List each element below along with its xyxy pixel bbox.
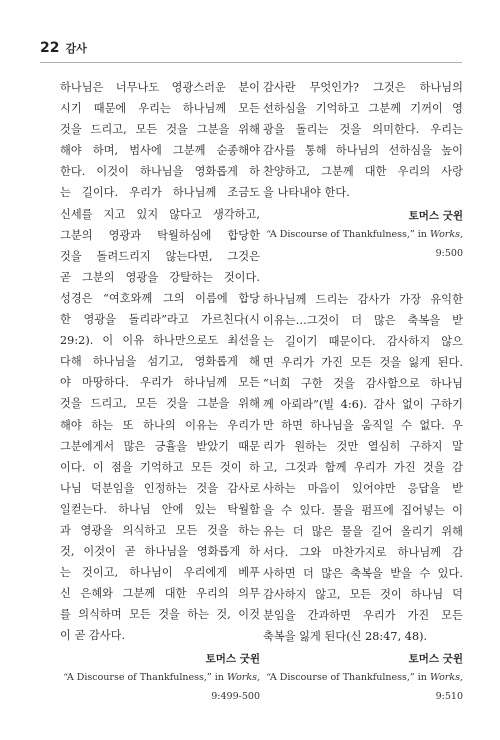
quote-separator <box>263 263 463 289</box>
source-pages: 9:499-500 <box>211 690 260 702</box>
text-line: 그분에게서 많은 긍휼을 받았기 때문 <box>60 439 260 453</box>
text-line: 신세를 지고 있지 않다고 생각하고, <box>60 207 260 221</box>
text-line: 이 곧 감사다. <box>60 629 126 643</box>
text-line: 을 수 있다. 물을 펌프에 집어넣는 이 <box>263 503 463 517</box>
text-line: 감사란 무엇인가? 그것은 하나님의 <box>263 81 463 94</box>
quote-author: 토머스 굿윈 <box>205 652 260 665</box>
text-line: 것, 이것이 곧 하나님을 영화롭게 하 <box>60 545 260 559</box>
source-work: Works, <box>226 671 260 683</box>
text-line: 일컫는다. 하나님 안에 있는 탁월함 <box>60 502 260 516</box>
text-line: 는 것이고, 하나님이 우리에게 베푸 <box>60 566 260 580</box>
quote-source <box>263 225 463 244</box>
text-line: 사하는 마음이 있어야만 응답을 받 <box>263 482 463 496</box>
text-line: 이유는…그것이 더 많은 축복을 받 <box>263 313 463 327</box>
text-line: 찬양하고, 그분께 대한 우리의 사랑 <box>263 165 463 179</box>
text-line: 광을 돌리는 것을 의미한다. 우리는 <box>263 123 463 137</box>
source-work: Works, <box>429 228 463 240</box>
text-line: 선하심을 기억하고 그분께 기꺼이 영 <box>263 102 463 116</box>
quote-body <box>263 77 463 204</box>
text-line: 과 영광을 의식하고 모든 것을 하는 <box>60 523 260 537</box>
text-line: 사하면 더 많은 축복을 받을 수 있다. <box>263 566 463 580</box>
text-line: 께 아뢰라”(빌 4:6). 감사 없이 구하기 <box>263 398 463 412</box>
text-line: 야 마땅하다. 우리가 하나님께 모든 <box>60 376 260 390</box>
quote-author: 토머스 굿윈 <box>408 653 463 666</box>
text-line: 해야 하는 또 하나의 이유는 우리가 <box>60 418 260 432</box>
source-pages: 9:500 <box>435 247 463 259</box>
page-number: 22 <box>40 40 60 56</box>
source-pages: 9:510 <box>435 691 463 703</box>
text-line: 그분의 영광과 탁월하심에 합당한 <box>60 228 260 242</box>
text-line: 유는 더 많은 물을 길어 올리기 위해 <box>263 524 463 538</box>
text-line: 성경은 “여호와께 그의 이름에 합당 <box>60 291 260 305</box>
right-column <box>263 77 463 706</box>
source-title: “A Discourse of Thankfulness,” in <box>266 228 430 240</box>
quote-source <box>60 668 260 687</box>
text-line: 나님 덕분임을 인정하는 것을 감사로 <box>60 481 260 495</box>
text-line: 한다. 이것이 하나님을 영화롭게 하 <box>60 165 260 179</box>
text-line: 는 길이기 때문이다. 감사하지 않으 <box>263 334 463 348</box>
running-header <box>40 40 462 60</box>
text-line: 하나님께 드리는 감사가 가장 유익한 <box>263 292 463 306</box>
quote-source <box>263 668 463 687</box>
text-line: 면 우리가 가진 모든 것을 잃게 된다. <box>263 355 463 369</box>
text-line: 만 하면 하나님을 움직일 수 없다. 우 <box>263 419 463 433</box>
text-line: 것을 드리고, 모든 것을 그분을 위해 <box>60 397 260 411</box>
source-title: “A Discourse of Thankfulness,” in <box>266 672 430 684</box>
text-line: 이다. 이 점을 기억하고 모든 것이 하 <box>60 460 260 474</box>
quote-body <box>60 77 260 647</box>
source-work: Works, <box>429 672 463 684</box>
text-line: 서다. 그와 마찬가지로 하나님께 감 <box>263 545 463 559</box>
text-line: 을 나타내야 한다. <box>263 186 350 200</box>
text-line: 곧 그분의 영광을 강탈하는 것이다. <box>60 270 260 284</box>
text-line: 다해 하나님을 섬기고, 영화롭게 해 <box>60 355 260 369</box>
text-line: 리가 원하는 것만 열심히 구하지 말 <box>263 440 463 454</box>
quote-author: 토머스 굿윈 <box>408 209 463 222</box>
left-column <box>60 77 260 706</box>
text-line: 해야 하며, 범사에 그분께 순종해야 <box>60 144 260 158</box>
source-title: “A Discourse of Thankfulness,” in <box>63 671 227 683</box>
text-line: 한 영광을 돌리라”라고 가르친다(시 <box>60 313 260 327</box>
quote-body <box>263 289 463 648</box>
text-line: 는 길이다. 우리가 하나님께 조금도 <box>60 186 260 200</box>
text-line: 고, 그것과 함께 우리가 가진 것을 감 <box>263 461 463 475</box>
header-rule <box>40 62 462 63</box>
text-line: 것을 돌려드리지 않는다면, 그것은 <box>60 249 260 263</box>
text-line: 감사를 통해 하나님의 선하심을 높이 <box>263 144 463 158</box>
text-line: 감사하지 않고, 모든 것이 하나님 덕 <box>263 587 463 601</box>
text-line: 29:2). 이 이유 하나만으로도 최선을 <box>60 334 260 348</box>
text-line: 신 은혜와 그분께 대한 우리의 의무 <box>60 587 260 601</box>
text-line: 시기 때문에 우리는 하나님께 모든 <box>60 102 260 116</box>
text-line: 것을 드리고, 모든 것을 그분을 위해 <box>60 123 260 137</box>
text-line: 분임을 간과하면 우리가 가진 모든 <box>263 608 463 622</box>
text-line: 를 의식하며 모든 것을 하는 것, 이것 <box>60 608 260 622</box>
chapter-title: 감사 <box>65 42 87 55</box>
text-line: 하나님은 너무나도 영광스러운 분이 <box>60 81 260 94</box>
text-line: 축복을 잃게 된다(신 28:47, 48). <box>263 630 428 644</box>
text-line: “너희 구한 것을 감사함으로 하나님 <box>263 376 463 390</box>
